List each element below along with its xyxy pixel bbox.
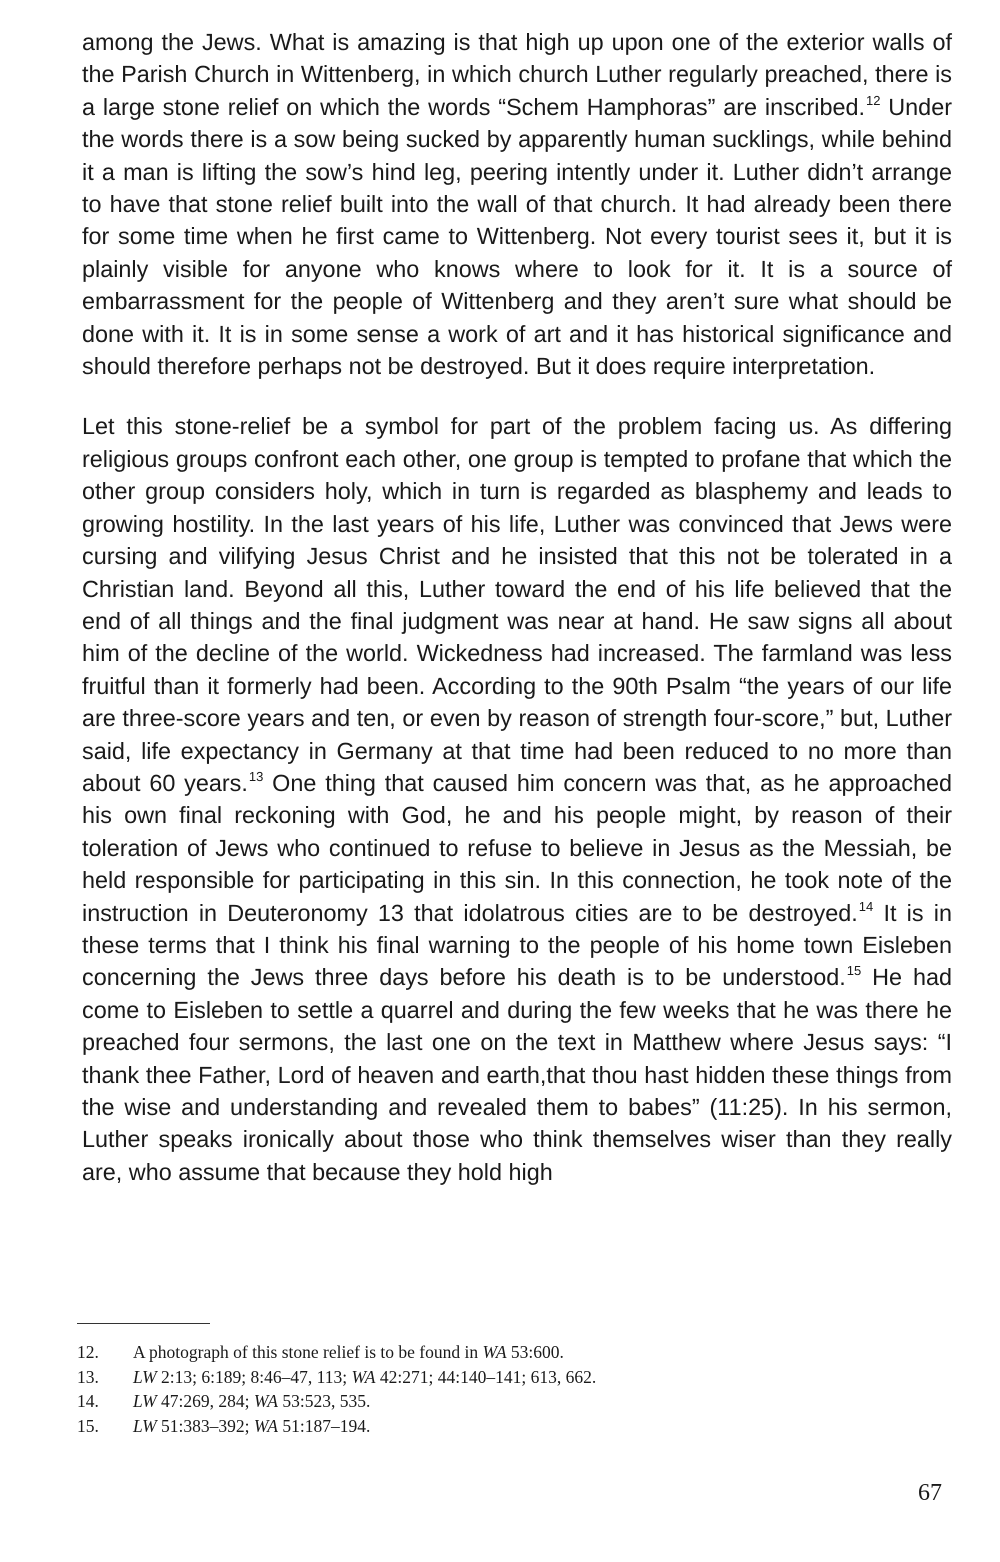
paragraph-text: He had come to Eisleben to settle a quarrel and during the few weeks that he was there he preached four sermons, the last one on the text in Matthew where Jesus says: “I thank thee Father, Lord of heaven and earth,that thou hast hidden these things from the wise and understanding and revealed them to babes” (11:25). In his sermon, Luther speaks ironically about those who think themselves wiser than they really are, who assume that because they hold high <box>82 964 952 1185</box>
footnote <box>77 1389 877 1414</box>
work-abbreviation: WA <box>351 1366 376 1387</box>
footnote-number: 14. <box>77 1391 99 1411</box>
work-abbreviation: LW <box>133 1415 157 1436</box>
footnote-separator-rule <box>77 1323 210 1324</box>
footnote-number: 15. <box>77 1415 99 1436</box>
footnote-citation: 47:269, 284; <box>156 1391 254 1411</box>
body-paragraph <box>82 26 952 382</box>
footnote <box>77 1365 877 1390</box>
footnote <box>77 1340 877 1365</box>
footnote-reference: 12 <box>865 92 881 108</box>
footnote-citation: 51:187–194. <box>277 1415 371 1436</box>
work-abbreviation: WA <box>253 1415 278 1436</box>
footnote-citation: A photograph of this stone relief is to be found in <box>133 1342 483 1362</box>
footnote-text <box>133 1389 370 1414</box>
footnote-text <box>133 1365 596 1390</box>
footnotes <box>77 1340 877 1438</box>
footnote-citation: 53:600. <box>506 1342 564 1362</box>
body-paragraph <box>82 410 952 1188</box>
paragraph-text: One thing that caused him concern was that, as he approached his own final reckoning with God, he and his people might, by reason of their toleration of Jews who continued to refuse to believe in Jesus as the Messiah, be held responsible for participating in this sin. In this connection, he took note of the instruction in Deuteronomy 13 that idolatrous cities are to be destroyed. <box>82 769 952 926</box>
work-abbreviation: LW <box>133 1391 157 1411</box>
footnote-reference: 13 <box>248 768 264 784</box>
footnote-reference: 14 <box>858 898 874 914</box>
work-abbreviation: WA <box>482 1342 507 1362</box>
work-abbreviation: LW <box>133 1366 157 1387</box>
footnote-reference: 15 <box>846 963 862 979</box>
footnote-citation: 51:383–392; <box>156 1415 254 1436</box>
paragraph-text: Let this stone-relief be a symbol for part of the problem facing us. As differing religious groups confront each other, one group is tempted to profane that which the other group considers holy, which in turn is regarded as blasphemy and leads to growing hostility. In the last years of his life, Luther was convinced that Jews were cursing and vilifying Jesus Christ and he insisted that this not be tolerated in a Christian land. Beyond all this, Luther toward the end of his life believed that the end of all things and the final judgment was near at hand. He saw signs all about him of the decline of the world. Wickedness had increased. The farmland was less fruitful than it formerly had been. According to the 90th Psalm “the years of our life are three-score years and ten, or even by reason of strength four-score,” but, Luther said, life expectancy in Germany at that time had been reduced to no more than about 60 years. <box>82 413 952 796</box>
footnote-number: 12. <box>77 1342 99 1362</box>
footnote-text <box>133 1414 370 1439</box>
work-abbreviation: WA <box>253 1391 278 1411</box>
paragraph-text: among the Jews. What is amazing is that high up upon one of the exterior walls of the Parish Church in Wittenberg, in which church Luther regularly preached, there is a large stone relief on which the words “Schem Hamphoras” are inscribed. <box>82 29 952 120</box>
paragraph-text: Under the words there is a sow being sucked by apparently human sucklings, while behind it a man is lifting the sow’s hind leg, peering intently under it. Luther didn’t arrange to have that stone relief built into the wall of that church. It had already been there for some time when he first came to Wittenberg. Not every tourist sees it, but it is plainly visible for anyone who knows where to look for it. It is a source of embarrassment for the people of Wittenberg and they aren’t sure what should be done with it. It is in some sense a work of art and it has historical significance and should therefore perhaps not be destroyed. But it does require interpretation. <box>82 93 952 380</box>
footnote-text <box>133 1340 564 1365</box>
footnote-citation: 42:271; 44:140–141; 613, 662. <box>375 1366 597 1387</box>
page-number: 67 <box>918 1480 942 1506</box>
footnote <box>77 1414 877 1439</box>
body-text <box>82 26 952 1188</box>
paragraph-text: It is in these terms that I think his final warning to the people of his home town Eisleben concerning the Jews three days before his death is to be understood. <box>82 899 952 991</box>
footnote-citation: 53:523, 535. <box>277 1391 371 1411</box>
footnote-number: 13. <box>77 1366 99 1387</box>
footnote-citation: 2:13; 6:189; 8:46–47, 113; <box>156 1366 352 1387</box>
